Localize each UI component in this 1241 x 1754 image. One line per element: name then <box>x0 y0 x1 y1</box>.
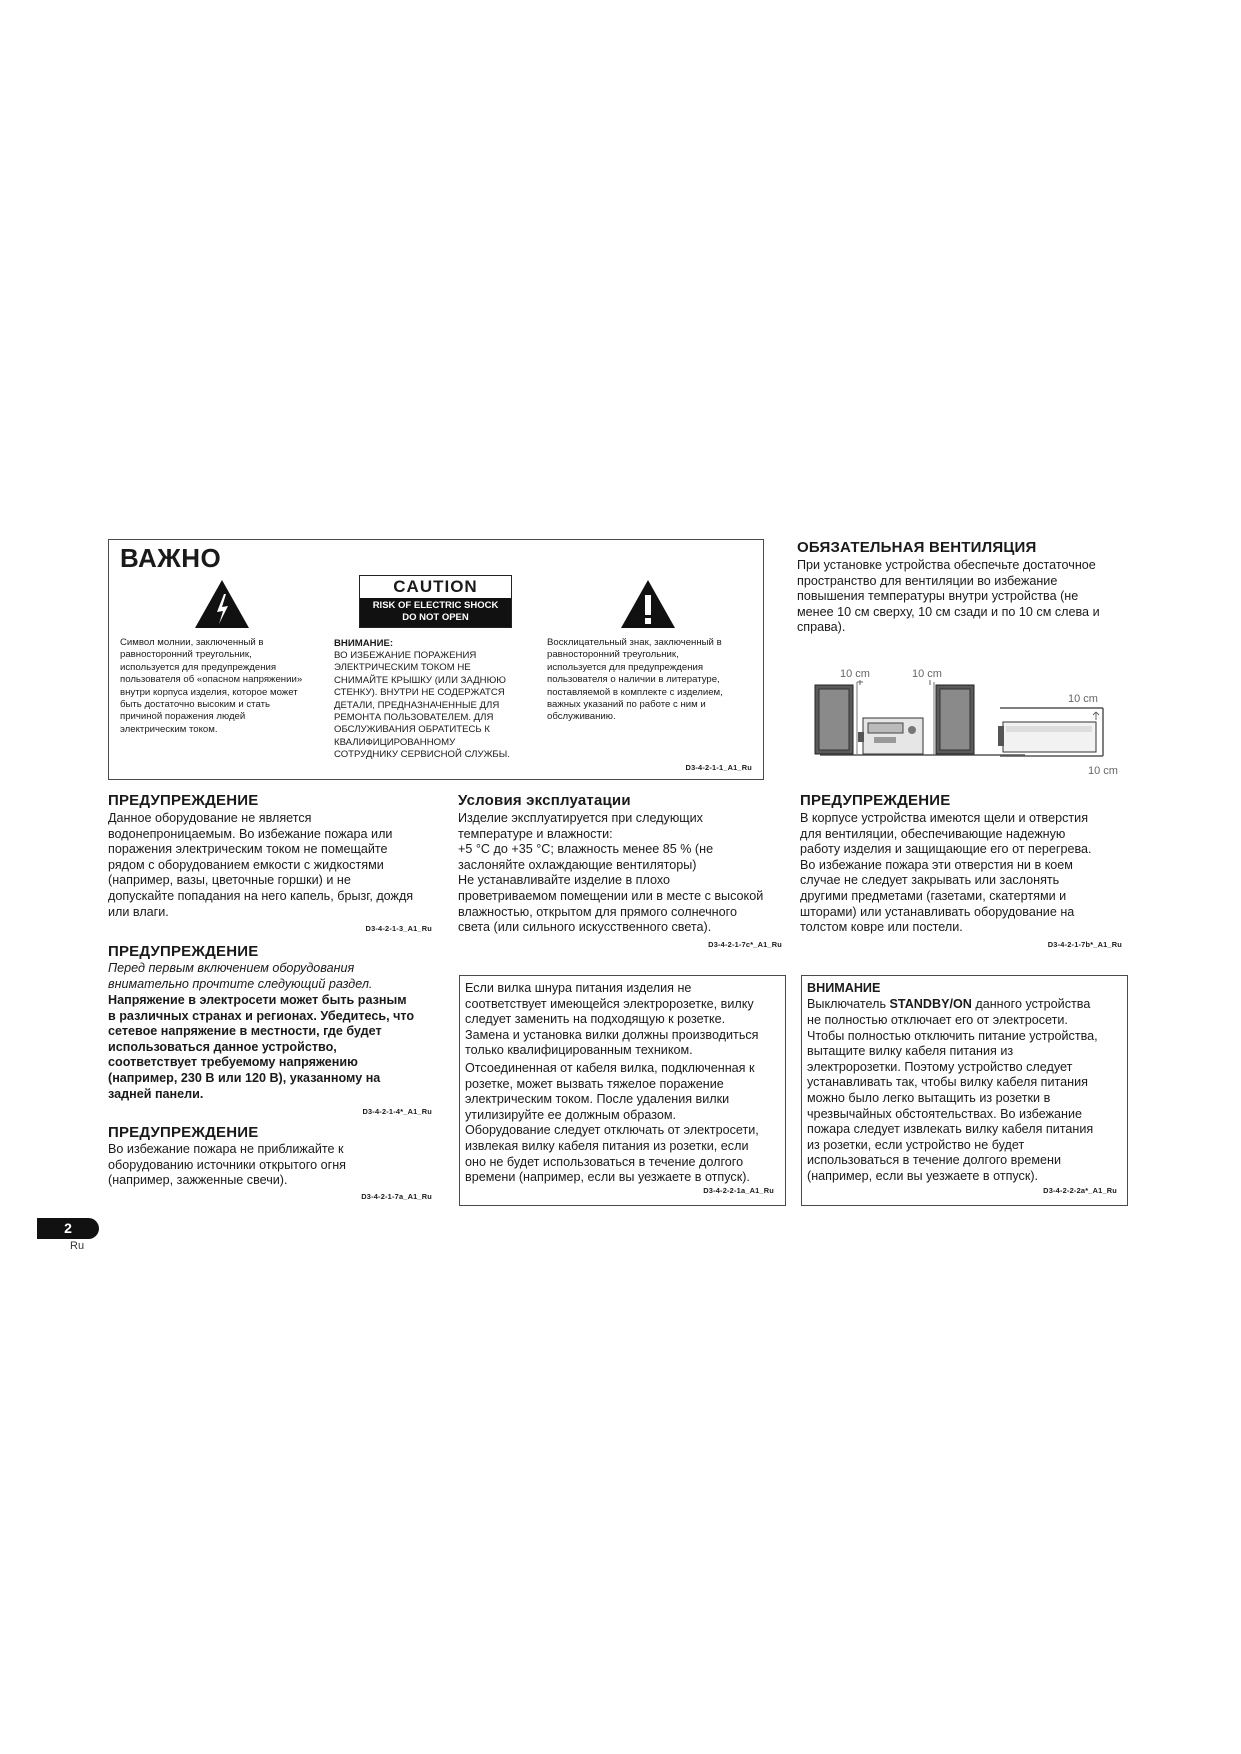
col2-text: Изделие эксплуатируется при следующих температуре и влажности: +5 °C до +35 °C; влажность менее 85 % (не заслоняйте охлаждающие вентиляторы) Не устанавливайте изделие в плохо проветриваемом помещении или в месте с высокой влажностью, открытом для прямого солнечного света (или сильного искусственного света). <box>458 811 764 935</box>
lightning-warning-icon <box>193 578 251 630</box>
standby-line1-pre: Выключатель <box>807 997 890 1011</box>
caution-title: CAUTION <box>393 577 478 596</box>
language-code: Ru <box>70 1240 85 1252</box>
standby-switch-name: STANDBY/ON <box>889 997 972 1011</box>
standby-notice-heading: ВНИМАНИЕ <box>807 981 881 995</box>
caution-subtitle: RISK OF ELECTRIC SHOCK DO NOT OPEN <box>360 598 511 627</box>
col3-heading: ПРЕДУПРЕЖДЕНИЕ <box>800 792 951 809</box>
warning-text: ВО ИЗБЕЖАНИЕ ПОРАЖЕНИЯ ЭЛЕКТРИЧЕСКИМ ТОКОМ НЕ СНИМАЙТЕ КРЫШКУ (ИЛИ ЗАДНЮЮ СТЕНКУ). ВНУТРИ НЕ СОДЕРЖАТСЯ ДЕТАЛИ, ПРЕДНАЗНАЧЕННЫЕ ДЛЯ РЕМОНТА ПОЛЬЗОВАТЕЛЕМ. ДЛЯ ОБСЛУЖИВАНИЯ ОБРАТИТЕСЬ К КВАЛИФИЦИРОВАННОМУ СОТРУДНИКУ СЕРВИСНОЙ СЛУЖБЫ. <box>334 650 510 761</box>
plug-notice-text-2: Отсоединенная от кабеля вилка, подключенная к розетке, может вызвать тяжелое поражение электрическим током. После удаления вилки утилизируйте ее должным образом. Оборудование следует отключать от электросети, извлекая вилку кабеля питания из розетки, если оно не будет использоваться в течение долгого времени (например, если вы уезжаете в отпуск). <box>465 1061 759 1185</box>
col1-warning1-heading: ПРЕДУПРЕЖДЕНИЕ <box>108 792 259 809</box>
col2-heading: Условия эксплуатации <box>458 792 631 809</box>
standby-notice-code: D3-4-2-2-2a*_A1_Ru <box>1043 1186 1117 1195</box>
plug-notice-code: D3-4-2-2-1a_A1_Ru <box>703 1186 774 1195</box>
col1-warning2-heading: ПРЕДУПРЕЖДЕНИЕ <box>108 943 259 960</box>
exclamation-warning-icon <box>619 578 677 630</box>
col2-code: D3-4-2-1-7c*_A1_Ru <box>708 940 782 949</box>
col1-warning3-heading: ПРЕДУПРЕЖДЕНИЕ <box>108 1124 259 1141</box>
caution-label <box>359 575 512 628</box>
col3-text: В корпусе устройства имеются щели и отверстия для вентиляции, обеспечивающие надежную работу изделия и защищающие его от перегрева. Во избежание пожара эти отверстия ни в коем случае не следует закрывать или заслонять другими предметами (газетами, скатертями и шторами) или устанавливать оборудование на толстом ковре или постели. <box>800 811 1092 935</box>
warning-heading: ВНИМАНИЕ: <box>334 638 394 649</box>
ventilation-text: При установке устройства обеспечьте достаточное пространство для вентиляции во избежание повышения температуры внутри устройства (не менее 10 см сверху, 10 см сзади и по 10 см слева и справа). <box>797 558 1100 635</box>
col1-warning1-text: Данное оборудование не является водонепроницаемым. Во избежание пожара или поражения электрическим током не помещайте рядом с оборудованием емкости с жидкостями (например, вазы, цветочные горшки) и не допускайте попадания на него капель, брызг, дождя или влаги. <box>108 811 414 919</box>
standby-line1-post: данного устройства <box>971 997 1091 1011</box>
clearance-label-rear: 10 cm <box>1088 765 1118 777</box>
ventilation-diagram <box>800 660 1125 780</box>
col1-warning3-text: Во избежание пожара не приближайте к оборудованию источники открытого огня (например, зажженные свечи). <box>108 1142 346 1188</box>
clearance-label-left: 10 cm <box>840 668 870 680</box>
clearance-label-middle: 10 cm <box>912 668 942 680</box>
col3-code: D3-4-2-1-7b*_A1_Ru <box>1047 940 1122 949</box>
important-title: ВАЖНО <box>120 543 222 573</box>
col1-warning3-code: D3-4-2-1-7a_A1_Ru <box>361 1192 432 1201</box>
plug-notice-text-1: Если вилка шнура питания изделия не соответствует имеющейся электророзетке, вилку следует заменить на подходящую к розетке. Замена и установка вилки должны производиться только квалифицированным техником. <box>465 981 759 1058</box>
page-number-badge: 2 <box>37 1218 99 1239</box>
important-box-code: D3-4-2-1-1_A1_Ru <box>685 763 752 772</box>
exclamation-description: Восклицательный знак, заключенный в равносторонний треугольник, используется для предупреждения пользователя о наличии в литературе, поставляемой в комплекте с изделием, важных указаний по работе с ним и обслуживанию. <box>547 637 723 723</box>
standby-notice-text: не полностью отключает его от электросети. Чтобы полностью отключить питание устройства, вытащите вилку кабеля питания из электророзетки. Поэтому устройство следует устанавливать так, чтобы вилку кабеля питания можно было легко вытащить из розетки в чрезвычайных обстоятельствах. Во избежание пожара следует извлекать вилку кабеля питания из розетки, если устройство не будет использоваться в течение долгого времени (например, если вы уезжаете в отпуск). <box>807 1013 1098 1183</box>
col1-warning1-code: D3-4-2-1-3_A1_Ru <box>365 924 432 933</box>
standby-notice-line1 <box>807 997 1125 1013</box>
lightning-description: Символ молнии, заключенный в равносторонний треугольник, используется для предупреждения пользователя об «опасном напряжении» внутри корпуса изделия, которое может быть достаточно высоким и стать причиной поражения людей электрическим током. <box>120 637 303 735</box>
clearance-label-top: 10 cm <box>1068 693 1098 705</box>
col1-warning2-text: Напряжение в электросети может быть разным в различных странах и регионах. Убедитесь, что сетевое напряжение в местности, где будет использоваться данное устройство, соответствует требуемому напряжению (например, 230 В или 120 В), указанному на задней панели. <box>108 993 415 1101</box>
col1-warning2-code: D3-4-2-1-4*_A1_Ru <box>362 1107 432 1116</box>
col1-warning2-intro: Перед первым включением оборудования внимательно прочтите следующий раздел. <box>108 961 373 991</box>
ventilation-heading: ОБЯЗАТЕЛЬНАЯ ВЕНТИЛЯЦИЯ <box>797 539 1037 556</box>
